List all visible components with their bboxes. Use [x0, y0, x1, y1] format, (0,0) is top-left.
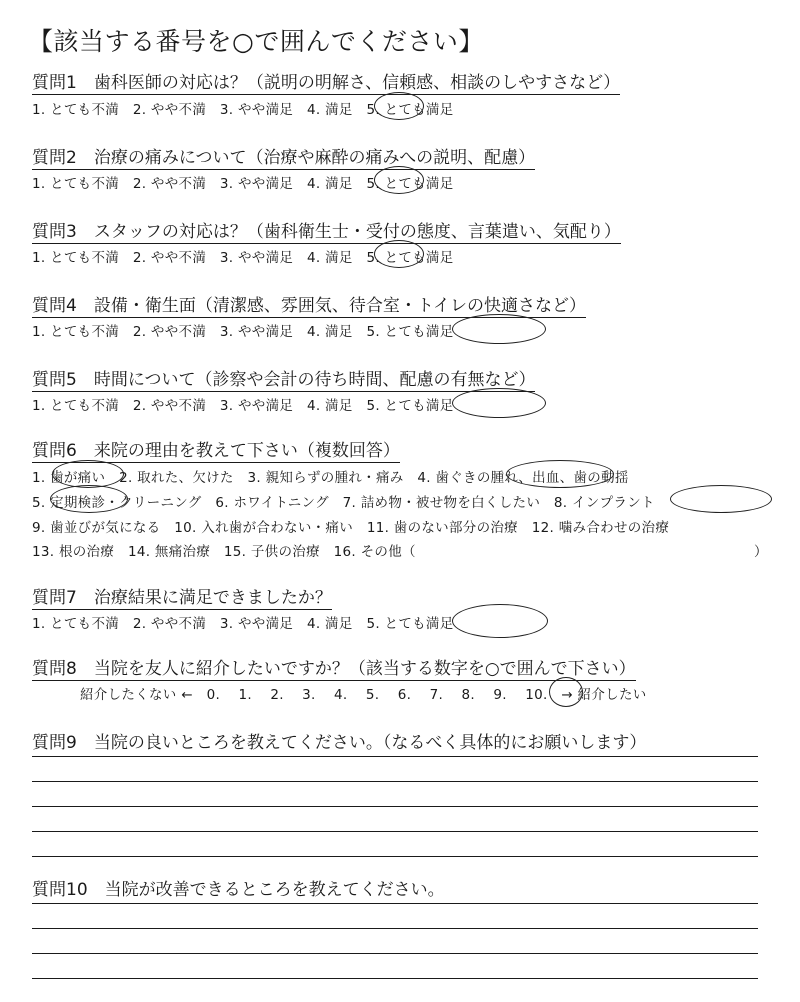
page-title: 【該当する番号を○で囲んでください】: [28, 27, 484, 56]
q3-option-3[interactable]: 3. やや満足: [219, 250, 294, 266]
q6-row-3: [32, 516, 669, 536]
question-4: [32, 291, 586, 318]
q6-option-5-label[interactable]: 定期検診: [50, 495, 106, 511]
q6-row-1: [32, 466, 629, 486]
q6-option-10[interactable]: 10. 入れ歯が合わない・痛い: [174, 520, 354, 536]
q2-option-3[interactable]: 3. やや満足: [219, 176, 294, 192]
q1-option-3[interactable]: 3. やや満足: [219, 102, 294, 118]
question-7-options: [32, 612, 454, 632]
question-3-options: [32, 246, 454, 266]
question-6: [32, 436, 400, 463]
q6-row-2: [32, 491, 655, 511]
q4-option-5-label[interactable]: とても満足: [384, 324, 454, 340]
q10-answer-line-3[interactable]: [32, 953, 758, 954]
q8-scale-7[interactable]: 7.: [429, 687, 444, 703]
q8-right-label: → 紹介したい: [561, 687, 647, 703]
question-3-label: 質問3 スタッフの対応は？（歯科衛生士・受付の態度、言葉遣い、気配り）: [32, 217, 621, 244]
q10-answer-line-2[interactable]: [32, 928, 758, 929]
q6-option-4-label[interactable]: 歯ぐきの腫れ: [435, 470, 519, 486]
q6-option-2[interactable]: 2. 取れた、欠けた: [119, 470, 234, 486]
q6-option-12[interactable]: 12. 噛み合わせの治療: [531, 520, 670, 536]
question-2-label: 質問2 治療の痛みについて（治療や麻酔の痛みへの説明、配慮）: [32, 143, 535, 170]
q8-scale-5[interactable]: 5.: [365, 687, 380, 703]
question-8: [32, 654, 636, 681]
question-7-label: 質問7 治療結果に満足できましたか？: [32, 583, 332, 610]
q3-option-2[interactable]: 2. やや不満: [132, 250, 207, 266]
q7-option-2[interactable]: 2. やや不満: [132, 616, 207, 632]
q1-option-2[interactable]: 2. やや不満: [132, 102, 207, 118]
q8-scale-10[interactable]: 10.: [525, 687, 548, 703]
q5-option-1[interactable]: 1. とても不満: [32, 398, 120, 414]
question-10: [32, 875, 445, 900]
q6-option-5-suffix: ・クリーニング: [105, 495, 202, 511]
q10-answer-line-1[interactable]: [32, 903, 758, 904]
q6-option-1-label[interactable]: 歯が痛い: [50, 470, 106, 486]
q8-scale-0[interactable]: 0.: [206, 687, 221, 703]
q6-option-15[interactable]: 15. 子供の治療: [223, 544, 320, 560]
q9-answer-line-2[interactable]: [32, 781, 758, 782]
q2-option-4-number[interactable]: 4.: [306, 176, 321, 192]
q6-option-16[interactable]: 16. その他（: [333, 544, 416, 560]
question-5-label: 質問5 時間について（診察や会計の待ち時間、配慮の有無など）: [32, 365, 535, 392]
q4-option-3[interactable]: 3. やや満足: [219, 324, 294, 340]
q9-answer-line-5[interactable]: [32, 856, 758, 857]
q7-option-5-label[interactable]: とても満足: [384, 616, 454, 632]
q3-option-1[interactable]: 1. とても不満: [32, 250, 120, 266]
q2-option-1[interactable]: 1. とても不満: [32, 176, 120, 192]
q3-option-4-label[interactable]: 満足: [325, 250, 353, 266]
q6-option-5-number[interactable]: 5.: [32, 495, 46, 511]
q8-scale-6[interactable]: 6.: [397, 687, 412, 703]
q6-option-4-number[interactable]: 4.: [417, 470, 431, 486]
q7-option-1[interactable]: 1. とても不満: [32, 616, 120, 632]
q2-option-5[interactable]: 5. とても満足: [366, 176, 454, 192]
q6-option-14[interactable]: 14. 無痛治療: [127, 544, 211, 560]
question-5: [32, 365, 535, 392]
q8-scale-3[interactable]: 3.: [302, 687, 316, 703]
q4-option-5-number[interactable]: 5.: [366, 324, 380, 340]
q6-option-4-suffix: 、出血、歯の動揺: [518, 470, 629, 486]
question-7: [32, 583, 332, 610]
q5-option-3[interactable]: 3. やや満足: [219, 398, 294, 414]
q1-option-4-label[interactable]: 満足: [325, 102, 353, 118]
q4-answer-circle: [452, 314, 546, 344]
q1-option-1[interactable]: 1. とても不満: [32, 102, 120, 118]
q4-option-4[interactable]: 4. 満足: [306, 324, 353, 340]
question-6-label: 質問6 来院の理由を教えて下さい（複数回答）: [32, 436, 400, 463]
question-4-label: 質問4 設備・衛生面（清潔感、雰囲気、待合室・トイレの快適さなど）: [32, 291, 586, 318]
q8-scale-1[interactable]: 1.: [238, 687, 252, 703]
q8-scale-4[interactable]: 4.: [334, 687, 348, 703]
q5-option-4[interactable]: 4. 満足: [306, 398, 353, 414]
q8-scale-9[interactable]: 9.: [493, 687, 507, 703]
question-1-label: 質問1 歯科医師の対応は？（説明の明解さ、信頼感、相談のしやすさなど）: [32, 68, 620, 95]
q6-option-13[interactable]: 13. 根の治療: [32, 544, 115, 560]
question-2-options: [32, 172, 454, 192]
q6-option-6[interactable]: 6. ホワイトニング: [215, 495, 329, 511]
q8-scale: [80, 683, 647, 703]
question-1-options: [32, 98, 454, 118]
question-1: [32, 68, 620, 95]
q5-option-5-label[interactable]: とても満足: [384, 398, 454, 414]
q6-option-16-close: ）: [754, 544, 768, 560]
q4-option-2[interactable]: 2. やや不満: [132, 324, 207, 340]
question-3: [32, 217, 621, 244]
q7-option-3[interactable]: 3. やや満足: [219, 616, 294, 632]
q6-option-1-number[interactable]: 1.: [32, 470, 46, 486]
question-9: [32, 728, 646, 753]
q8-scale-8[interactable]: 8.: [461, 687, 475, 703]
q5-option-2[interactable]: 2. やや不満: [132, 398, 207, 414]
q6-option-3[interactable]: 3. 親知らずの腫れ・痛み: [247, 470, 404, 486]
q3-option-5[interactable]: 5. とても満足: [366, 250, 454, 266]
question-9-label: 質問9 当院の良いところを教えてください。（なるべく具体的にお願いします）: [32, 733, 647, 753]
q6-row-4: [32, 540, 772, 560]
q6-option-9[interactable]: 9. 歯並びが気になる: [32, 520, 161, 536]
q6-option-11[interactable]: 11. 歯のない部分の治療: [366, 520, 518, 536]
q5-option-5-number[interactable]: 5.: [366, 398, 380, 414]
question-2: [32, 143, 535, 170]
question-10-label: 質問10 当院が改善できるところを教えてください。: [32, 880, 445, 900]
q2-option-2[interactable]: 2. やや不満: [132, 176, 207, 192]
question-4-options: [32, 320, 454, 340]
q7-answer-circle: [452, 604, 548, 638]
q2-option-4-label[interactable]: 満足: [325, 176, 353, 192]
question-5-options: [32, 394, 454, 414]
q8-scale-2[interactable]: 2.: [270, 687, 284, 703]
q7-option-4[interactable]: 4. 満足: [306, 616, 353, 632]
q3-option-4-number[interactable]: 4.: [306, 250, 321, 266]
q9-answer-line-1[interactable]: [32, 756, 758, 757]
question-8-label: 質問8 当院を友人に紹介したいですか？（該当する数字を○で囲んで下さい）: [32, 654, 636, 681]
q9-answer-line-4[interactable]: [32, 831, 758, 832]
q6-option-8-label[interactable]: インプラント: [572, 495, 655, 511]
q6-option-8-number[interactable]: 8.: [553, 495, 568, 511]
q6-answer-circle-8: [670, 485, 772, 513]
q7-option-5-number[interactable]: 5.: [366, 616, 380, 632]
q5-answer-circle: [452, 388, 546, 418]
q4-option-1[interactable]: 1. とても不満: [32, 324, 120, 340]
q9-answer-line-3[interactable]: [32, 806, 758, 807]
q1-option-4-number[interactable]: 4.: [306, 102, 321, 118]
q10-answer-line-4[interactable]: [32, 978, 758, 979]
q8-left-label: 紹介したくない ←: [80, 687, 193, 703]
q6-option-7[interactable]: 7. 詰め物・被せ物を白くしたい: [342, 495, 541, 511]
q1-option-5[interactable]: 5. とても満足: [366, 102, 454, 118]
